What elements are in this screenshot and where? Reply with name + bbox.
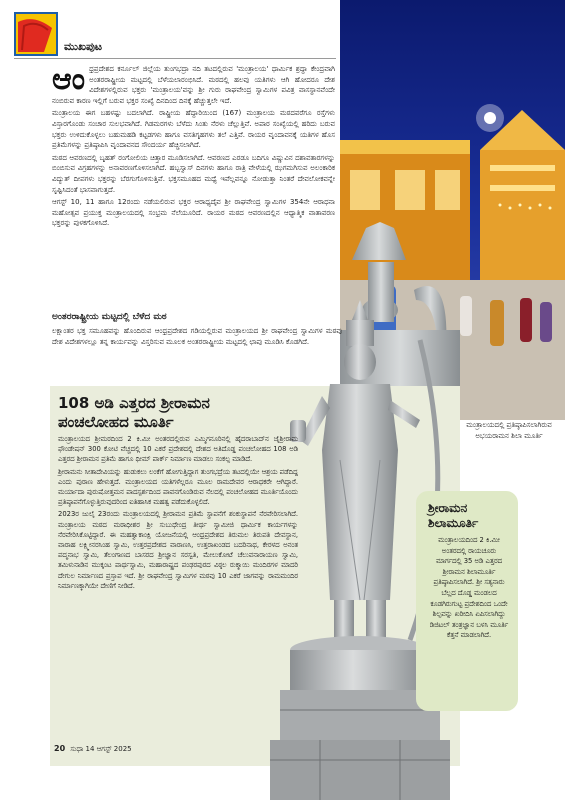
section-heading: ಅಂತರರಾಷ್ಟ್ರೀಯ ಮಟ್ಟದಲ್ಲಿ ಬೆಳೆದ ಮಠ — [52, 312, 167, 322]
feature-paragraph-1: ಮಂತ್ರಾಲಯದ ಶ್ರೀಮಠದಿಂದ 2 ಕಿ.ಮೀ ಅಂತರದಲ್ಲಿರುವ ಎಮ್ಮಿಗನೂರಿನಲ್ಲಿ ಹೈದರಾಬಾದ್‌ನ ಜೈಶ್ರೀರಾಮ ಫೌಂಡೇಷನ್ 300 ಕೋಟಿ ವೆಚ್ಚದಲ್ಲಿ 10 ಎಕರೆ ಪ್ರದೇಶದಲ್ಲಿ ದೇಶದ ಅತಿದೊಡ್ಡ ಪಂಚಲೋಹದ 108 ಅಡಿ ಎತ್ತರದ ಶ್ರೀರಾಮನ ಪ್ರತಿಮೆ ಹಾಗೂ ಥೀಮ್ ಪಾರ್ಕ್ ನಿರ್ಮಾಣ ಮಾಡಲು ಸಂಕಲ್ಪ ಮಾಡಿದೆ. — [58, 435, 298, 464]
drop-cap: ಆಂ — [52, 62, 86, 97]
intro-paragraph-2: ಮಂತ್ರಾಲಯ ಈಗ ಬಹಳಷ್ಟು ಬದಲಾಗಿದೆ. ರಾಷ್ಟ್ರೀಯ ಹೆದ್ದಾರಿಯಿಂದ (167) ಮಂತ್ರಾಲಯ ಮಠದವರೆಗೂ ರಸ್ತೆಗಳು ವಿಸ್ತಾರಗೊಂಡು ಸಂಚಾರ ಸುಲಭವಾಗಿದೆ. ಗಿಡಮರಗಳು ಬೆಳೆದು ಸಿಂತು ನೆರಳು ಚೆಲ್ಲುತ್ತಿವೆ. ಅಪಾರ ಸಂಖ್ಯೆಯಲ್ಲಿ ಹರಿದು ಬರುವ ಭಕ್ತರು ಉಳಿದುಕೊಳ್ಳಲು ಬಹುಮಹಡಿ ಕಟ್ಟಡಗಳು ಹಾಗೂ ವಸತಿಗೃಹಗಳು ತಲೆ ಎತ್ತಿವೆ. ರಾಯರ ವೃಂದಾವನಕ್ಕೆ ಯತಿಗಳ ಹೊಸ ಪ್ರತಿಮೆಗಳನ್ನು ಪ್ರತಿಷ್ಠಾಪಿಸಿ ವೃಂದಾವನದ ಸೌಂದರ್ಯ ಹೆಚ್ಚಿಸಲಾಗಿದೆ. — [52, 109, 335, 150]
intro-paragraph-3: ಮಠದ ಆವರಣದಲ್ಲಿ ಬೃಹತ್ ರಂಗೋಲಿಯ ಚಿತ್ತಾರ ಮೂಡಿಸಲಾಗಿದೆ. ಆವರಣದ ಎರಡೂ ಬದಿಗೂ ವಿಷ್ಣುವಿನ ದಶಾವತಾರಗಳನ್ನು ಬಿಂಬಿಸುವ ವಿಗ್ರಹಗಳನ್ನು ಅನಾವರಣಗೊಳಿಸಲಾಗಿದೆ. ಹಬ್ಬಸ್ವಾಸ್ ದಿನಗಳು ಹಾಗೂ ರಾತ್ರಿ ವೇಳೆಯಲ್ಲಿ ಝಗಮಗಿಸುವ ಅಲಂಕಾರಿಕ ವಿದ್ಯುತ್ ದೀಪಗಳು ಭಕ್ತರನ್ನು ಬೆರಗುಗೊಳಿಸುತ್ತಿವೆ. ಭಕ್ತಸಮೂಹದ ಮಧ್ಯೆ ಇವೆಲ್ಲವನ್ನೂ ನೋಡುತ್ತಾ ನಿಂತರೆ ದೇವಲೋಕವನ್ನೇ ಸೃಷ್ಟಿಸಿದಂತೆ ಭಾಸವಾಗುತ್ತದೆ. — [52, 153, 335, 194]
feature-title: 108 ಅಡಿ ಎತ್ತರದ ಶ್ರೀರಾಮನ ಪಂಚಲೋಹದ ಮೂರ್ತಿ — [58, 394, 210, 431]
intro-text — [52, 64, 335, 231]
sidebar-box — [416, 491, 518, 711]
feature-paragraph-2: ಶ್ರೀರಾಮನು ಸೀತಾದೇವಿಯನ್ನು ಹುಡುಕಲು ಲಂಕೆಗೆ ಹೋಗುತ್ತಿದ್ದಾಗ ತುಂಗಭದ್ರೆಯ ತಟದಲ್ಲಿಯೇ ಆಶ್ರಯ ಪಡೆದಿದ್ದ ಎಂದು ಪುರಾಣ ಹೇಳುತ್ತದೆ. ಮಂತ್ರಾಲಯದ ಯತಿಗಳೆಲ್ಲರೂ ಮೂಲ ರಾಮದೇವರ ಆರಾಧಕರೇ ಆಗಿದ್ದಾರೆ. ಮರ್ಯಾದಾ ಪುರುಷೋತ್ತಮನ ಪಾದಸ್ಪರ್ಶದಿಂದ ಪಾವನಗೊಂಡಿರುವ ನೆಲದಲ್ಲಿ ಪಂಚಲೋಹದ ಮೂರ್ತಿಯೊಂದು ಪ್ರತಿಷ್ಠಾಪನೆಗೊಳ್ಳುತ್ತಿರುವುದರಿಂದ ಐತಿಹಾಸಿಕ ಮಹತ್ವ ಪಡೆದುಕೊಳ್ಳಲಿದೆ. — [58, 467, 298, 507]
magazine-logo — [14, 12, 58, 56]
intro-paragraph-4: ಆಗಸ್ಟ್ 10, 11 ಹಾಗೂ 12ರಂದು ನಡೆಯಲಿರುವ ಭಕ್ತರ ಆರಾಧ್ಯದೈವ ಶ್ರೀ ರಾಘವೇಂದ್ರ ಸ್ವಾಮಿಗಳ 354ನೇ ಆರಾಧನಾ ಮಹೋತ್ಸವ ಪ್ರಯುಕ್ತ ಮಂತ್ರಾಲಯದಲ್ಲಿ ಸಂಭ್ರಮ ನೆಲೆಯೂರಿದೆ. ರಾಯರ ಮಠದ ಆವರಣದಲ್ಲಿನ ಆಧ್ಯಾತ್ಮಿಕ ವಾತಾವರಣ ಭಕ್ತರನ್ನು ಪುಳಕಗೊಳಿಸಿದೆ. — [52, 198, 335, 228]
section-paragraph: ಲಕ್ಷಾಂತರ ಭಕ್ತ ಸಮೂಹವನ್ನು ಹೊಂದಿರುವ ಆಂಧ್ರಪ್ರದೇಶದ ಗಡಿಯಲ್ಲಿರುವ ಮಂತ್ರಾಲಯದ ಶ್ರೀ ರಾಘವೇಂದ್ರ ಸ್ವಾಮಿಗಳ ಮಠವು ದೇಶ ವಿದೇಶಗಳಲ್ಲೂ ತನ್ನ ಕಾರ್ಯವನ್ನು ವಿಸ್ತರಿಸುವ ಮೂಲಕ ಅಂತರರಾಷ್ಟ್ರೀಯ ಮಟ್ಟದಲ್ಲಿ ಛಾಪು ಮೂಡಿಸಿ ಕೊಡಗಿದೆ. — [52, 327, 342, 346]
issue-info: ಸುಧಾ 14 ಆಗಸ್ಟ್ 2025 — [70, 745, 132, 753]
page-number: 20 — [54, 744, 66, 753]
photo-caption: ಮಂತ್ರಾಲಯದಲ್ಲಿ ಪ್ರತಿಷ್ಠಾಪಿಸಲಾಗಿರುವ ಅಭಯರಾಮನ ಶಿಲಾ ಮೂರ್ತಿ — [466, 421, 552, 440]
section-title: ಮುಖಪುಟ — [64, 40, 103, 53]
sidebar-text: ಮಂತ್ರಾಲಯದಿಂದ 2 ಕಿ.ಮೀ ಅಂತರದಲ್ಲಿ ರಾಯಚೂರು ಮಾರ್ಗದಲ್ಲಿ 35 ಅಡಿ ಎತ್ತರದ ಶ್ರೀರಾಮನ ಶಿಲಾಮೂರ್ತಿ ಪ್ರತಿಷ್ಠಾಪಿಸಲಾಗಿದೆ. ಶ್ರೀ ಸತ್ಯನಾರು ಬೆಲ್ಲದ ದೊಡ್ಡ ಮಂಡಲದ ಕೂಡಗಿರುಗುಟ್ಟ ಪ್ರದೇಶದಿಂದ ಒಂದೇ ಶಿಲ್ಪವನ್ನು ಖರೀದಿಸಿ ಏಪಿಸಲಾಗಿದ್ದು ಡಿಜಿಟಲ್ ತಂತ್ರಜ್ಞಾನ ಬಳಸಿ ಮೂರ್ತಿ ಕೆತ್ತನೆ ಮಾಡಲಾಗಿದೆ. — [429, 536, 509, 640]
page-footer — [54, 744, 132, 754]
intro-paragraph-1: ಧ್ರಪ್ರದೇಶದ ಕರ್ನೂಲ್ ಜಿಲ್ಲೆಯ ತುಂಗಭದ್ರಾ ನದಿ ತಟದಲ್ಲಿರುವ 'ಮಂತ್ರಾಲಯ' ಧಾರ್ಮಿಕ ಶ್ರದ್ಧಾ ಕೇಂದ್ರವಾಗಿ ಅಂತರರಾಷ್ಟ್ರೀಯ ಮಟ್ಟದಲ್ಲಿ ಬೆಳೆಯಲಾರಂಭಿಸಿದೆ. ಮಠದಲ್ಲಿ ಹಲವು ಯತಿಗಳು ಆಗಿ ಹೋದರೂ ದೇಶ ವಿದೇಶಗಳಲ್ಲಿರುವ ಭಕ್ತರು 'ಮಂತ್ರಾಲಯ'ವನ್ನು ಶ್ರೀ ಗುರು ರಾಘವೇಂದ್ರ ಸ್ವಾಮಿಗಳ ಪವಿತ್ರ ವಾಸಸ್ಥಾನವೆಂದೇ ನಂಬಿರುವ ಕಾರಣ ಇಲ್ಲಿಗೆ ಬರುವ ಭಕ್ತರ ಸಂಖ್ಯೆ ದಿನದಿಂದ ದಿನಕ್ಕೆ ಹೆಚ್ಚುತ್ತಲೇ ಇದೆ. — [52, 65, 335, 105]
feature-text — [58, 434, 298, 593]
feature-paragraph-3: 2023ರ ಜುಲೈ 23ರಂದು ಮಂತ್ರಾಲಯದಲ್ಲಿ ಶ್ರೀರಾಮನ ಪ್ರತಿಮೆ ಸ್ಥಾಪನೆಗೆ ಶಂಕುಸ್ಥಾಪನೆ ನೆರವೇರಿಸಲಾಗಿದೆ. ಮಂತ್ರಾಲಯ ಮಠದ ಮಠಾಧೀಶರ ಶ್ರೀ ಸುಬುಧೇಂದ್ರ ತೀರ್ಥ ಸ್ವಾಮೀಜಿ ಧಾರ್ಮಿಕ ಕಾರ್ಯಗಳನ್ನು ನೆರವೇರಿಸಿಕೊಟ್ಟಿದ್ದಾರೆ. ಈ ಮಹತ್ವಾಕಾಂಕ್ಷಿ ಯೋಜನೆಯಲ್ಲಿ ಆಂಧ್ರಪ್ರದೇಶದ ತಿರುಮಲ ತಿರುಪತಿ ದೇವಸ್ಥಾನ, ವಾರಾಹ ಲಕ್ಷ್ಮೀನರಸಿಂಹ ಸ್ವಾಮಿ, ಉತ್ತರಪ್ರದೇಶದ ವಾರಾಣಸಿ, ಉತ್ತರಾಖಂಡದ ಬದರಿನಾಥ, ಕೇರಳದ ಅನಂತ ಪದ್ಮನಾಭ ಸ್ವಾಮಿ, ತೆಲಂಗಾಣದ ಬಾಸರದ ಶ್ರೀಜ್ಞಾನ ಸರಸ್ವತಿ, ಮೇಲುಕೋಟೆ ಚೆಲುವನಾರಾಯಣ ಸ್ವಾಮಿ, ತಮಿಳುನಾಡಿನ ಮುಕ್ಕಂಟ ಪಾರ್ಥಸ್ವಾಮಿ, ಮಹಾರಾಷ್ಟ್ರದ ಪಂಢರಪುರದ ವಿಠ್ಠಲ ರುಕ್ಮಾಯಿ ಮಂದಿರಗಳ ಮಾದರಿ ದೇಗುಲ ನಿರ್ಮಾಣದ ಪ್ರಸ್ತಾಪ ಇದೆ. ಶ್ರೀ ರಾಘವೇಂದ್ರ ಸ್ವಾಮಿಗಳ ಮಠವು 10 ಎಕರೆ ಜಾಗವನ್ನು ರಾಮಮಂದಿರ ನಿರ್ಮಾಣಕ್ಕಾಗಿಯೇ ದೇಣಿಗೆ ನೀಡಿದೆ. — [58, 510, 298, 590]
header-divider — [14, 58, 336, 59]
sidebar-title: ಶ್ರೀರಾಮನ ಶಿಲಾಮೂರ್ತಿ — [428, 501, 479, 530]
